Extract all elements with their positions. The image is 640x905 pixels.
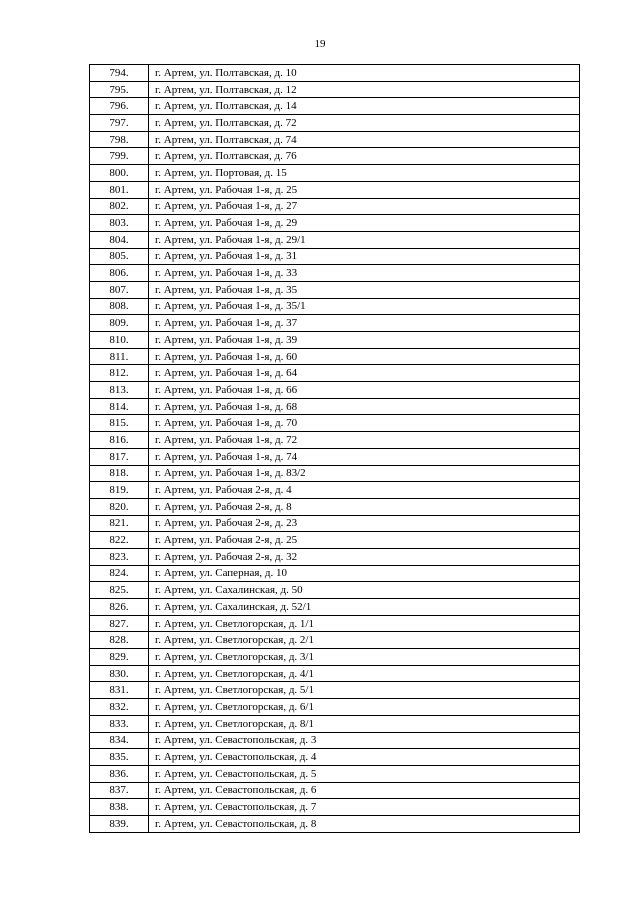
row-number-cell: 811. xyxy=(90,348,149,365)
table-row xyxy=(90,515,580,532)
table-row xyxy=(90,315,580,332)
table-row xyxy=(90,448,580,465)
address-cell: г. Артем, ул. Полтавская, д. 76 xyxy=(149,148,580,165)
row-number-cell: 795. xyxy=(90,81,149,98)
row-number-cell: 838. xyxy=(90,799,149,816)
row-number-cell: 807. xyxy=(90,281,149,298)
row-number-cell: 809. xyxy=(90,315,149,332)
address-cell: г. Артем, ул. Полтавская, д. 12 xyxy=(149,81,580,98)
address-cell: г. Артем, ул. Севастопольская, д. 8 xyxy=(149,815,580,832)
table-row xyxy=(90,181,580,198)
address-cell: г. Артем, ул. Рабочая 1-я, д. 29/1 xyxy=(149,231,580,248)
address-cell: г. Артем, ул. Севастопольская, д. 4 xyxy=(149,749,580,766)
address-table xyxy=(89,64,580,833)
table-row xyxy=(90,565,580,582)
row-number-cell: 798. xyxy=(90,131,149,148)
row-number-cell: 826. xyxy=(90,599,149,616)
address-cell: г. Артем, ул. Сахалинская, д. 50 xyxy=(149,582,580,599)
address-cell: г. Артем, ул. Рабочая 2-я, д. 8 xyxy=(149,498,580,515)
address-cell: г. Артем, ул. Полтавская, д. 72 xyxy=(149,115,580,132)
address-cell: г. Артем, ул. Полтавская, д. 74 xyxy=(149,131,580,148)
table-row xyxy=(90,281,580,298)
row-number-cell: 794. xyxy=(90,65,149,82)
table-row xyxy=(90,465,580,482)
address-cell: г. Артем, ул. Полтавская, д. 10 xyxy=(149,65,580,82)
row-number-cell: 808. xyxy=(90,298,149,315)
row-number-cell: 816. xyxy=(90,432,149,449)
address-cell: г. Артем, ул. Полтавская, д. 14 xyxy=(149,98,580,115)
row-number-cell: 832. xyxy=(90,699,149,716)
row-number-cell: 828. xyxy=(90,632,149,649)
address-cell: г. Артем, ул. Светлогорская, д. 3/1 xyxy=(149,649,580,666)
table-row xyxy=(90,782,580,799)
row-number-cell: 802. xyxy=(90,198,149,215)
address-table-body xyxy=(90,65,580,833)
address-cell: г. Артем, ул. Рабочая 2-я, д. 23 xyxy=(149,515,580,532)
address-cell: г. Артем, ул. Светлогорская, д. 6/1 xyxy=(149,699,580,716)
address-cell: г. Артем, ул. Рабочая 2-я, д. 32 xyxy=(149,548,580,565)
row-number-cell: 837. xyxy=(90,782,149,799)
table-row xyxy=(90,532,580,549)
table-row xyxy=(90,715,580,732)
table-row xyxy=(90,215,580,232)
address-cell: г. Артем, ул. Рабочая 2-я, д. 4 xyxy=(149,482,580,499)
row-number-cell: 810. xyxy=(90,332,149,349)
row-number-cell: 836. xyxy=(90,765,149,782)
table-row xyxy=(90,115,580,132)
table-row xyxy=(90,365,580,382)
row-number-cell: 827. xyxy=(90,615,149,632)
address-cell: г. Артем, ул. Рабочая 1-я, д. 72 xyxy=(149,432,580,449)
table-row xyxy=(90,415,580,432)
table-row xyxy=(90,65,580,82)
address-cell: г. Артем, ул. Светлогорская, д. 4/1 xyxy=(149,665,580,682)
table-row xyxy=(90,165,580,182)
row-number-cell: 822. xyxy=(90,532,149,549)
table-row xyxy=(90,348,580,365)
address-cell: г. Артем, ул. Севастопольская, д. 5 xyxy=(149,765,580,782)
row-number-cell: 839. xyxy=(90,815,149,832)
table-row xyxy=(90,632,580,649)
table-row xyxy=(90,382,580,399)
table-row xyxy=(90,615,580,632)
row-number-cell: 801. xyxy=(90,181,149,198)
address-cell: г. Артем, ул. Рабочая 1-я, д. 25 xyxy=(149,181,580,198)
address-cell: г. Артем, ул. Светлогорская, д. 8/1 xyxy=(149,715,580,732)
row-number-cell: 796. xyxy=(90,98,149,115)
table-row xyxy=(90,498,580,515)
row-number-cell: 813. xyxy=(90,382,149,399)
row-number-cell: 833. xyxy=(90,715,149,732)
row-number-cell: 818. xyxy=(90,465,149,482)
row-number-cell: 805. xyxy=(90,248,149,265)
address-cell: г. Артем, ул. Рабочая 1-я, д. 31 xyxy=(149,248,580,265)
row-number-cell: 825. xyxy=(90,582,149,599)
table-row xyxy=(90,148,580,165)
address-cell: г. Артем, ул. Рабочая 1-я, д. 64 xyxy=(149,365,580,382)
address-cell: г. Артем, ул. Рабочая 1-я, д. 66 xyxy=(149,382,580,399)
row-number-cell: 830. xyxy=(90,665,149,682)
table-row xyxy=(90,332,580,349)
table-row xyxy=(90,749,580,766)
address-cell: г. Артем, ул. Рабочая 1-я, д. 29 xyxy=(149,215,580,232)
row-number-cell: 799. xyxy=(90,148,149,165)
address-cell: г. Артем, ул. Рабочая 1-я, д. 35/1 xyxy=(149,298,580,315)
table-row xyxy=(90,582,580,599)
row-number-cell: 803. xyxy=(90,215,149,232)
address-cell: г. Артем, ул. Рабочая 2-я, д. 25 xyxy=(149,532,580,549)
row-number-cell: 829. xyxy=(90,649,149,666)
row-number-cell: 800. xyxy=(90,165,149,182)
row-number-cell: 817. xyxy=(90,448,149,465)
address-cell: г. Артем, ул. Рабочая 1-я, д. 37 xyxy=(149,315,580,332)
address-cell: г. Артем, ул. Рабочая 1-я, д. 33 xyxy=(149,265,580,282)
row-number-cell: 834. xyxy=(90,732,149,749)
table-row xyxy=(90,298,580,315)
table-row xyxy=(90,432,580,449)
page-number: 19 xyxy=(314,38,326,50)
row-number-cell: 814. xyxy=(90,398,149,415)
row-number-cell: 820. xyxy=(90,498,149,515)
address-cell: г. Артем, ул. Саперная, д. 10 xyxy=(149,565,580,582)
address-cell: г. Артем, ул. Светлогорская, д. 2/1 xyxy=(149,632,580,649)
table-row xyxy=(90,198,580,215)
row-number-cell: 821. xyxy=(90,515,149,532)
row-number-cell: 812. xyxy=(90,365,149,382)
table-row xyxy=(90,131,580,148)
row-number-cell: 819. xyxy=(90,482,149,499)
table-row xyxy=(90,765,580,782)
address-cell: г. Артем, ул. Светлогорская, д. 1/1 xyxy=(149,615,580,632)
row-number-cell: 835. xyxy=(90,749,149,766)
table-row xyxy=(90,248,580,265)
address-cell: г. Артем, ул. Рабочая 1-я, д. 83/2 xyxy=(149,465,580,482)
address-cell: г. Артем, ул. Рабочая 1-я, д. 60 xyxy=(149,348,580,365)
table-row xyxy=(90,265,580,282)
table-row xyxy=(90,649,580,666)
address-cell: г. Артем, ул. Севастопольская, д. 6 xyxy=(149,782,580,799)
table-row xyxy=(90,81,580,98)
table-row xyxy=(90,815,580,832)
row-number-cell: 806. xyxy=(90,265,149,282)
row-number-cell: 797. xyxy=(90,115,149,132)
table-row xyxy=(90,682,580,699)
address-cell: г. Артем, ул. Сахалинская, д. 52/1 xyxy=(149,599,580,616)
table-row xyxy=(90,398,580,415)
row-number-cell: 804. xyxy=(90,231,149,248)
row-number-cell: 824. xyxy=(90,565,149,582)
address-cell: г. Артем, ул. Светлогорская, д. 5/1 xyxy=(149,682,580,699)
table-row xyxy=(90,732,580,749)
table-row xyxy=(90,699,580,716)
address-cell: г. Артем, ул. Рабочая 1-я, д. 70 xyxy=(149,415,580,432)
table-row xyxy=(90,799,580,816)
address-cell: г. Артем, ул. Рабочая 1-я, д. 35 xyxy=(149,281,580,298)
address-cell: г. Артем, ул. Рабочая 1-я, д. 74 xyxy=(149,448,580,465)
address-cell: г. Артем, ул. Портовая, д. 15 xyxy=(149,165,580,182)
table-row xyxy=(90,482,580,499)
table-row xyxy=(90,231,580,248)
address-cell: г. Артем, ул. Севастопольская, д. 3 xyxy=(149,732,580,749)
address-cell: г. Артем, ул. Рабочая 1-я, д. 27 xyxy=(149,198,580,215)
address-cell: г. Артем, ул. Рабочая 1-я, д. 39 xyxy=(149,332,580,349)
address-cell: г. Артем, ул. Севастопольская, д. 7 xyxy=(149,799,580,816)
table-row xyxy=(90,98,580,115)
row-number-cell: 831. xyxy=(90,682,149,699)
row-number-cell: 823. xyxy=(90,548,149,565)
table-row xyxy=(90,665,580,682)
table-row xyxy=(90,599,580,616)
table-row xyxy=(90,548,580,565)
address-cell: г. Артем, ул. Рабочая 1-я, д. 68 xyxy=(149,398,580,415)
row-number-cell: 815. xyxy=(90,415,149,432)
